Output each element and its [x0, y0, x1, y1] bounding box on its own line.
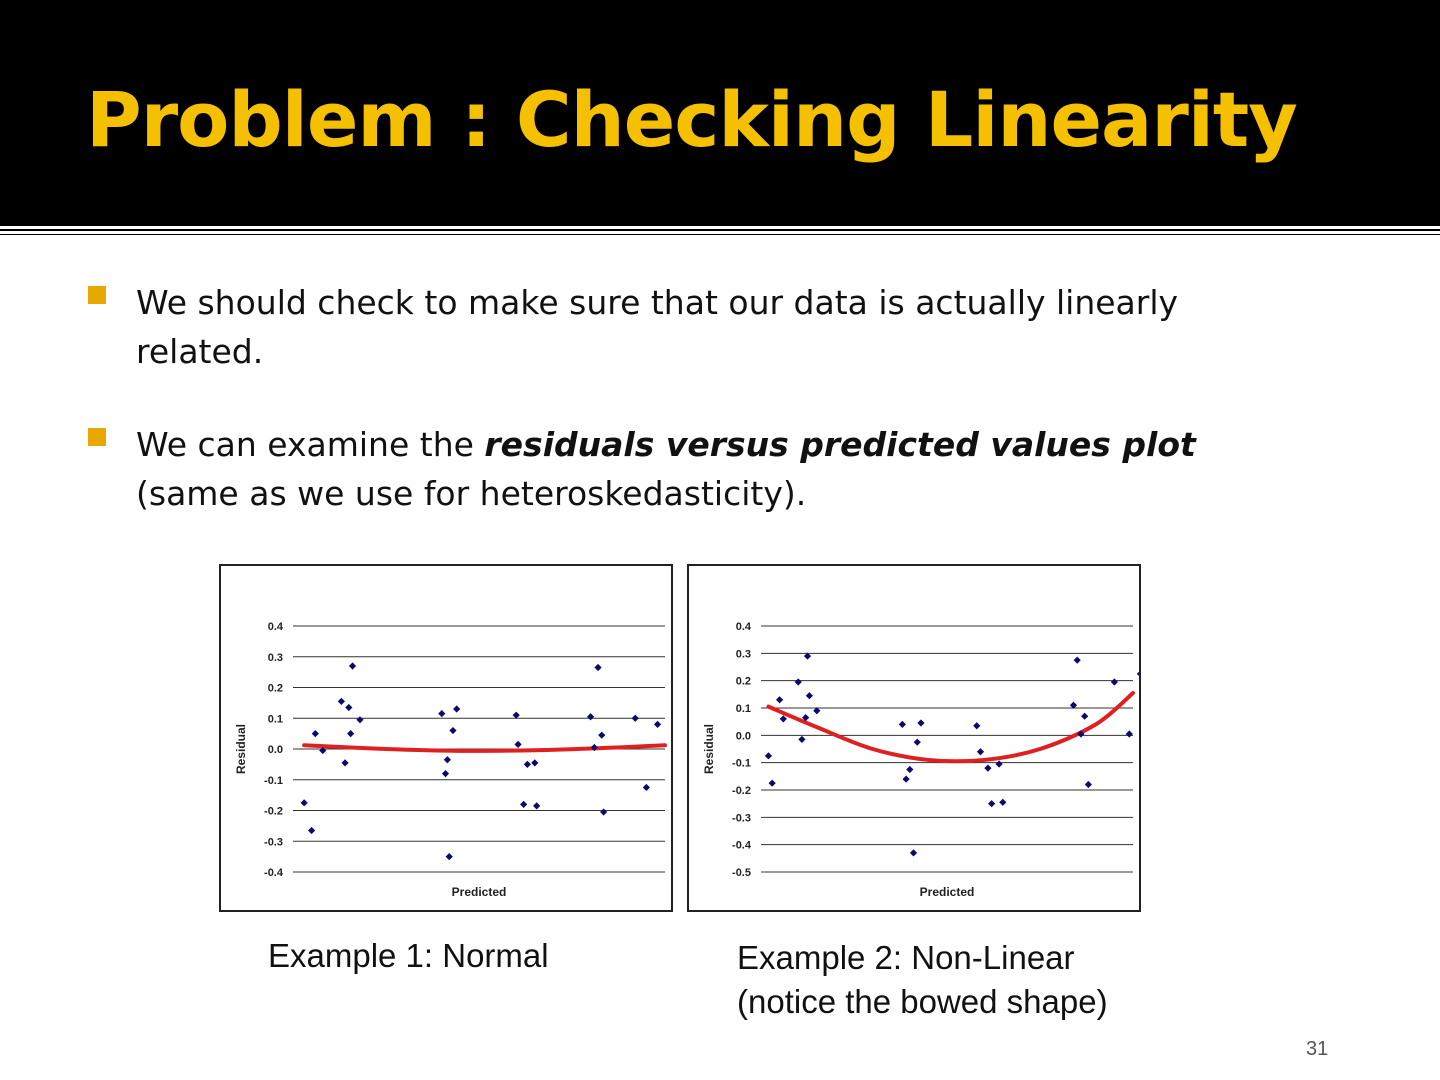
- data-point: [356, 716, 363, 723]
- title-divider: [0, 229, 1440, 231]
- y-tick-label: 0.3: [735, 648, 751, 661]
- data-point: [899, 721, 906, 728]
- data-point: [514, 741, 521, 748]
- data-point: [914, 739, 921, 746]
- data-point: [1074, 657, 1081, 664]
- bullet-2-emphasis: residuals versus predicted values plot: [484, 425, 1196, 464]
- data-point: [438, 710, 445, 717]
- y-tick-label: -0.3: [264, 836, 283, 849]
- data-point: [995, 760, 1002, 767]
- page-number: 31: [1306, 1038, 1329, 1060]
- y-tick-label: 0.3: [267, 651, 283, 664]
- y-tick-label: 0.2: [735, 675, 751, 688]
- bullet-2: [88, 420, 1268, 518]
- data-point: [654, 721, 661, 728]
- data-point: [806, 692, 813, 699]
- chart-example-1-plot: [221, 566, 671, 910]
- data-point: [910, 849, 917, 856]
- y-tick-label: 0.4: [735, 621, 751, 633]
- data-point: [798, 736, 805, 743]
- square-bullet-icon: [88, 428, 106, 446]
- y-tick-label: 0.1: [267, 713, 283, 726]
- x-axis-label: Predicted: [451, 885, 507, 899]
- data-point: [984, 765, 991, 772]
- y-tick-label: 0.1: [735, 703, 751, 715]
- chart-example-2: [687, 564, 1141, 912]
- data-point: [977, 748, 984, 755]
- data-point: [587, 713, 594, 720]
- data-point: [988, 800, 995, 807]
- fit-curve: [304, 745, 665, 751]
- y-tick-label: -0.1: [732, 757, 751, 770]
- data-point: [520, 801, 527, 808]
- caption-example-1: Example 1: Normal: [268, 937, 549, 974]
- bullet-1-text: We should check to make sure that our data is actually linearly related.: [136, 283, 1179, 371]
- y-tick-label: 0.4: [267, 621, 283, 633]
- slide-title: Problem : Checking Linearity: [86, 75, 1297, 164]
- y-axis-label: Residual: [702, 723, 716, 775]
- data-point: [906, 766, 913, 773]
- data-point: [338, 698, 345, 705]
- data-point: [769, 780, 776, 787]
- caption-example-2-line-2: (notice the bowed shape): [737, 983, 1108, 1020]
- data-point: [513, 712, 520, 719]
- square-bullet-icon: [88, 286, 106, 304]
- title-band: [0, 0, 1440, 226]
- data-point: [598, 732, 605, 739]
- data-point: [765, 752, 772, 759]
- data-point: [1111, 678, 1118, 685]
- y-tick-label: 0.0: [267, 744, 283, 756]
- y-tick-label: -0.4: [732, 839, 751, 852]
- x-axis-label: Predicted: [919, 885, 975, 899]
- data-point: [524, 761, 531, 768]
- fit-curve: [768, 693, 1133, 761]
- data-point: [917, 719, 924, 726]
- data-point: [632, 715, 639, 722]
- data-point: [780, 715, 787, 722]
- data-point: [1126, 730, 1133, 737]
- y-tick-label: -0.2: [264, 805, 283, 818]
- data-point: [1081, 713, 1088, 720]
- data-point: [442, 770, 449, 777]
- data-point: [301, 799, 308, 806]
- caption-example-2-line-1: Example 2: Non-Linear: [737, 939, 1075, 976]
- data-point: [347, 730, 354, 737]
- data-point: [449, 727, 456, 734]
- data-point: [308, 827, 315, 834]
- y-tick-label: -0.5: [732, 867, 751, 879]
- y-tick-label: -0.4: [264, 867, 283, 879]
- data-point: [1137, 670, 1139, 677]
- y-tick-label: -0.2: [732, 785, 751, 797]
- data-point: [446, 853, 453, 860]
- y-tick-label: -0.3: [732, 812, 751, 825]
- y-tick-label: -0.1: [264, 774, 283, 787]
- data-point: [444, 756, 451, 763]
- data-point: [312, 730, 319, 737]
- data-point: [349, 662, 356, 669]
- y-tick-label: 0.0: [735, 730, 751, 743]
- bullet-list: [88, 278, 1268, 562]
- data-point: [600, 808, 607, 815]
- bullet-2-text-before: We can examine the: [136, 425, 485, 464]
- data-point: [341, 759, 348, 766]
- data-point: [999, 799, 1006, 806]
- data-point: [1085, 781, 1092, 788]
- y-axis-label: Residual: [234, 723, 248, 775]
- data-point: [643, 784, 650, 791]
- data-point: [533, 802, 540, 809]
- data-point: [795, 678, 802, 685]
- data-point: [345, 704, 352, 711]
- bullet-2-text-after: (same as we use for heteroskedasticity).: [136, 474, 807, 513]
- data-point: [453, 705, 460, 712]
- data-point: [531, 759, 538, 766]
- chart-example-1: [219, 564, 673, 912]
- bullet-1: [88, 278, 1268, 376]
- data-point: [594, 664, 601, 671]
- data-point: [776, 696, 783, 703]
- chart-example-2-plot: [689, 566, 1139, 910]
- data-point: [973, 722, 980, 729]
- title-divider-thin: [0, 234, 1440, 235]
- data-point: [902, 775, 909, 782]
- y-tick-label: 0.2: [267, 682, 283, 695]
